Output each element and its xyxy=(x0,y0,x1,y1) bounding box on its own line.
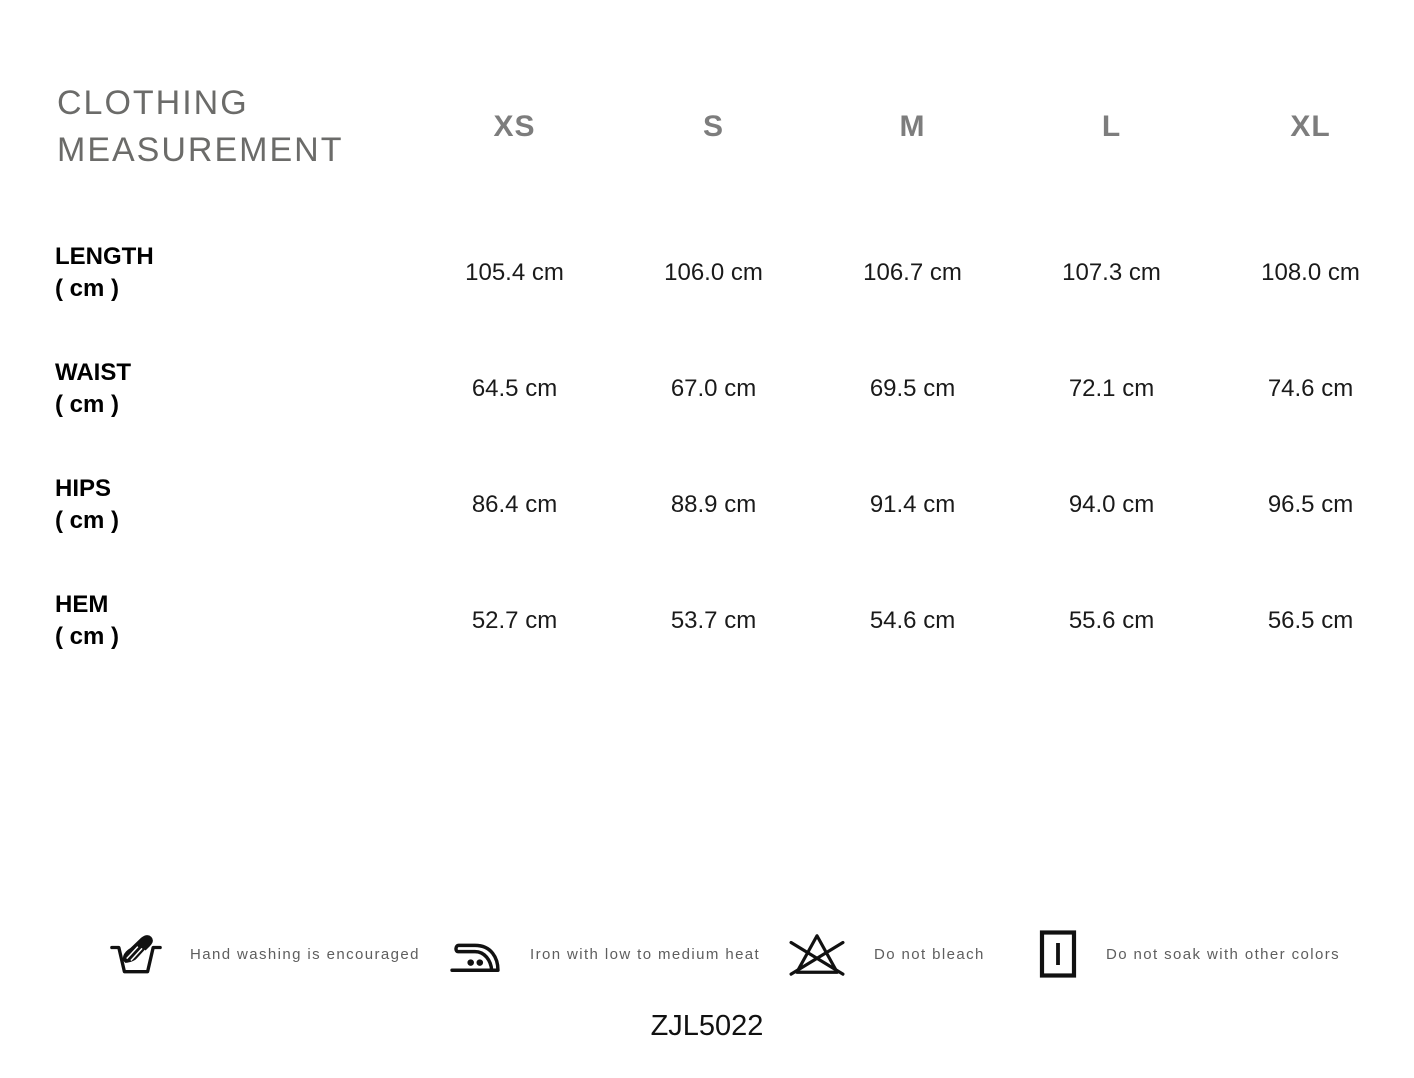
page-title-line1: CLOTHING xyxy=(57,84,249,122)
table-row-hips xyxy=(0,447,1414,563)
row-label-unit: ( cm ) xyxy=(55,623,120,650)
size-header-s: S xyxy=(702,110,724,143)
hips-s-value: 88.9 cm xyxy=(670,491,757,518)
hem-s-value: 53.7 cm xyxy=(670,607,757,634)
page-title xyxy=(0,80,415,174)
care-label: Do not soak with other colors xyxy=(1106,945,1341,963)
table-row-hem xyxy=(0,563,1414,679)
size-header-xs: XS xyxy=(493,110,536,143)
row-label-text: LENGTH xyxy=(55,243,154,270)
row-label-unit: ( cm ) xyxy=(55,507,120,534)
care-instructions-row xyxy=(0,924,1414,984)
product-code: ZJL5022 xyxy=(650,1010,764,1042)
row-label-unit: ( cm ) xyxy=(55,391,120,418)
row-label-length xyxy=(0,241,415,305)
row-label-text: HEM xyxy=(55,591,109,618)
hem-m-value: 54.6 cm xyxy=(869,607,956,634)
care-item-iron xyxy=(448,924,760,984)
waist-s-value: 67.0 cm xyxy=(670,375,757,402)
care-item-hand-wash xyxy=(110,924,420,984)
row-label-unit: ( cm ) xyxy=(55,275,120,302)
measurement-table-body xyxy=(0,215,1414,679)
waist-m-value: 69.5 cm xyxy=(869,375,956,402)
length-xs-value: 105.4 cm xyxy=(465,259,564,286)
hips-l-value: 94.0 cm xyxy=(1068,491,1155,518)
care-item-do-not-soak xyxy=(1038,924,1340,984)
do-not-bleach-icon xyxy=(788,930,846,978)
row-label-hem xyxy=(0,589,415,653)
iron-low-medium-heat-icon xyxy=(448,932,502,976)
row-label-text: WAIST xyxy=(55,359,131,386)
waist-xs-value: 64.5 cm xyxy=(471,375,558,402)
size-header-l: L xyxy=(1101,110,1122,143)
row-label-text: HIPS xyxy=(55,475,112,502)
care-label: Hand washing is encouraged xyxy=(190,945,420,963)
care-label: Do not bleach xyxy=(874,945,985,963)
table-row-waist xyxy=(0,331,1414,447)
hem-l-value: 55.6 cm xyxy=(1068,607,1155,634)
care-item-do-not-bleach xyxy=(788,924,985,984)
waist-l-value: 72.1 cm xyxy=(1068,375,1155,402)
waist-xl-value: 74.6 cm xyxy=(1267,375,1354,402)
table-row-length xyxy=(0,215,1414,331)
hand-wash-icon xyxy=(110,929,162,979)
hips-m-value: 91.4 cm xyxy=(869,491,956,518)
table-header-row xyxy=(0,80,1414,174)
hem-xl-value: 56.5 cm xyxy=(1267,607,1354,634)
length-l-value: 107.3 cm xyxy=(1062,259,1161,286)
length-m-value: 106.7 cm xyxy=(863,259,962,286)
hips-xl-value: 96.5 cm xyxy=(1267,491,1354,518)
care-label: Iron with low to medium heat xyxy=(530,945,761,963)
do-not-soak-icon xyxy=(1038,929,1078,979)
hem-xs-value: 52.7 cm xyxy=(471,607,558,634)
length-s-value: 106.0 cm xyxy=(664,259,763,286)
size-header-xl: XL xyxy=(1290,110,1331,143)
row-label-hips xyxy=(0,473,415,537)
hips-xs-value: 86.4 cm xyxy=(471,491,558,518)
length-xl-value: 108.0 cm xyxy=(1261,259,1360,286)
row-label-waist xyxy=(0,357,415,421)
page-title-line2: MEASUREMENT xyxy=(57,131,344,169)
size-header-m: M xyxy=(899,110,926,143)
